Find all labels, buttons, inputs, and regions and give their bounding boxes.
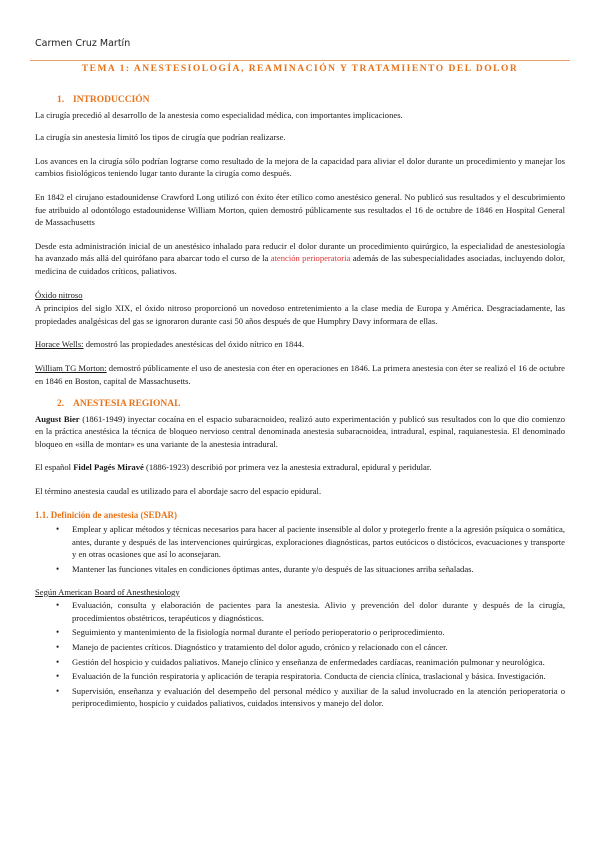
document-title: TEMA 1: ANESTESIOLOGÍA, REAMINACIÓN Y TRATAMIIENTO DEL DOLOR xyxy=(81,64,519,74)
list-item: • Manejo de pacientes críticos. Diagnóstico y tratamiento del dolor agudo, crónico y relacionado con el cáncer. xyxy=(72,641,565,654)
paragraph xyxy=(35,413,565,451)
section-heading-introduccion xyxy=(57,94,565,107)
paragraph xyxy=(35,362,565,387)
subsection-heading-definicion: 1.1. Definición de anestesia (SEDAR) xyxy=(35,509,177,520)
paragraph: La cirugía sin anestesia limitó los tipos de cirugía que podrían realizarse. xyxy=(35,132,286,143)
name-fidel-pages: Fidel Pagés Miravé xyxy=(73,462,144,473)
list-item: • Gestión del hospicio y cuidados paliativos. Manejo clínico y enseñanza de enfermedades cardíacas, reanimación pulmonar y neurológica. xyxy=(72,656,565,669)
paragraph xyxy=(35,338,565,351)
paragraph xyxy=(35,240,565,278)
section-heading-text: INTRODUCCIÓN xyxy=(73,95,150,105)
author-name: Carmen Cruz Martín xyxy=(35,38,131,49)
list-item: • Supervisión, enseñanza y evaluación del desempeño del personal médico y auxiliar de la salud involucrado en la atención perioperatoria o periprocedimiento, hospicio y cuidados paliativos, cuidados intensivos y manejo del dolor. xyxy=(72,685,565,710)
list-item: • Evaluación, consulta y elaboración de pacientes para la anestesia. Alivio y prevención del dolor durante y después de la cirugía, procedimientos obstétricos, terapéuticos y diagnósticos. xyxy=(72,599,565,624)
paragraph: La cirugía precedió al desarrollo de la anestesia como especialidad médica, con importantes implicaciones. xyxy=(35,109,403,120)
text-run: (1861-1949) inyectar cocaína en el espacio subaracnoideo, realizó auto experimentación y publicó sus resultados con lo que dio comienzo en la práctica anestésica la técnica de bloqueo nervioso central denominada anestesia subaracnoidea, intradural, espinal, raquianestesia. El denominado bloqueo en «silla de montar» es una variante de la anestesia intradural. xyxy=(35,413,565,449)
highlight-perioperatoria: atención perioperatoria xyxy=(270,253,351,264)
title-divider xyxy=(30,60,570,61)
section-heading-text: ANESTESIA REGIONAL xyxy=(73,399,181,410)
section-number: 2. xyxy=(57,399,65,410)
document-body xyxy=(35,94,565,720)
text-run: Desde esta administración inicial de un anestésico inhalado para reducir el dolor durante un procedimiento quirúrgico, la especialidad de anestesiología ha avanzado más allá del quirófano para abarcar todo el curso de la xyxy=(35,240,565,264)
paragraph: A principios del siglo XIX, el óxido nitroso proporcionó un novedoso entretenimiento a la clase media de Europa y América. Desgraciadamente, las propiedades analgésicas del gas se ignoraron durante casi 50 años después de que Humphry Davy informara de ellas. xyxy=(35,303,565,326)
name-august-bier: August Bier xyxy=(35,413,80,424)
paragraph: En 1842 el cirujano estadounidense Crawford Long utilizó con éxito éter etílico como anestésico general. No publicó sus resultados y el descubrimiento fue atribuido al odontólogo estadounidense William Morton, quien demostró públicamente sus resultados el 16 de octubre de 1846 en Hospital General de Massachusetts xyxy=(35,191,565,228)
label-horace-wells: Horace Wells: xyxy=(35,339,84,350)
text-run: además de las subespecialidades asociadas, incluyendo dolor, medicina de cuidados críticos, paliativos. xyxy=(35,253,565,276)
paragraph: El término anestesia caudal es utilizado para el abordaje sacro del espacio epidural. xyxy=(35,486,322,497)
subheading-american-board: Según American Board of Anesthesiology xyxy=(35,586,180,597)
definition-list xyxy=(35,523,565,575)
list-item: • Mantener las funciones vitales en condiciones óptimas antes, durante y/o después de las situaciones arriba señaladas. xyxy=(72,563,565,576)
paragraph xyxy=(35,461,565,474)
text-run: demostró públicamente el uso de anestesia con éter en operaciones en 1846. La primera anestesia con éter se realizó el 16 de octubre en 1846 en Boston, capital de Massachusetts. xyxy=(35,362,565,386)
subheading-oxido-nitroso: Óxido nitroso xyxy=(35,289,83,300)
text-run: (1886-1923) describió por primera vez la anestesia extradural, epidural y peridular. xyxy=(143,462,432,473)
asa-list xyxy=(35,599,565,710)
list-item: • Evaluación de la función respiratoria y aplicación de terapia respiratoria. Conducta de ciencia clínica, traslacional y básica. Investigación. xyxy=(72,670,565,683)
text-run: demostró las propiedades anestésicas del óxido nítrico en 1844. xyxy=(83,339,305,350)
section-number: 1. xyxy=(57,95,65,105)
text-run: El español xyxy=(35,462,74,473)
list-item: • Emplear y aplicar métodos y técnicas necesarios para hacer al paciente insensible al dolor y protegerlo frente a la agresión psíquica o somática, antes, durante y después de las intervenciones quirúrgicas, exploraciones diagnósticas, partos eutócicos o distócicos, evacuaciones y transporte y en otras ocasiones que así lo aconsejaran. xyxy=(72,523,565,561)
list-item: • Seguimiento y mantenimiento de la fisiología normal durante el período perioperatorio o periprocedimiento. xyxy=(72,626,565,639)
paragraph: Los avances en la cirugía sólo podrían lograrse como resultado de la mejora de la capacidad para aliviar el dolor durante un procedimiento y manejar los cambios fisiológicos teniendo lugar tanto durante la cirugía como después. xyxy=(35,155,565,179)
label-william-morton: William TG Morton: xyxy=(35,362,107,373)
section-heading-anestesia-regional xyxy=(57,398,565,411)
